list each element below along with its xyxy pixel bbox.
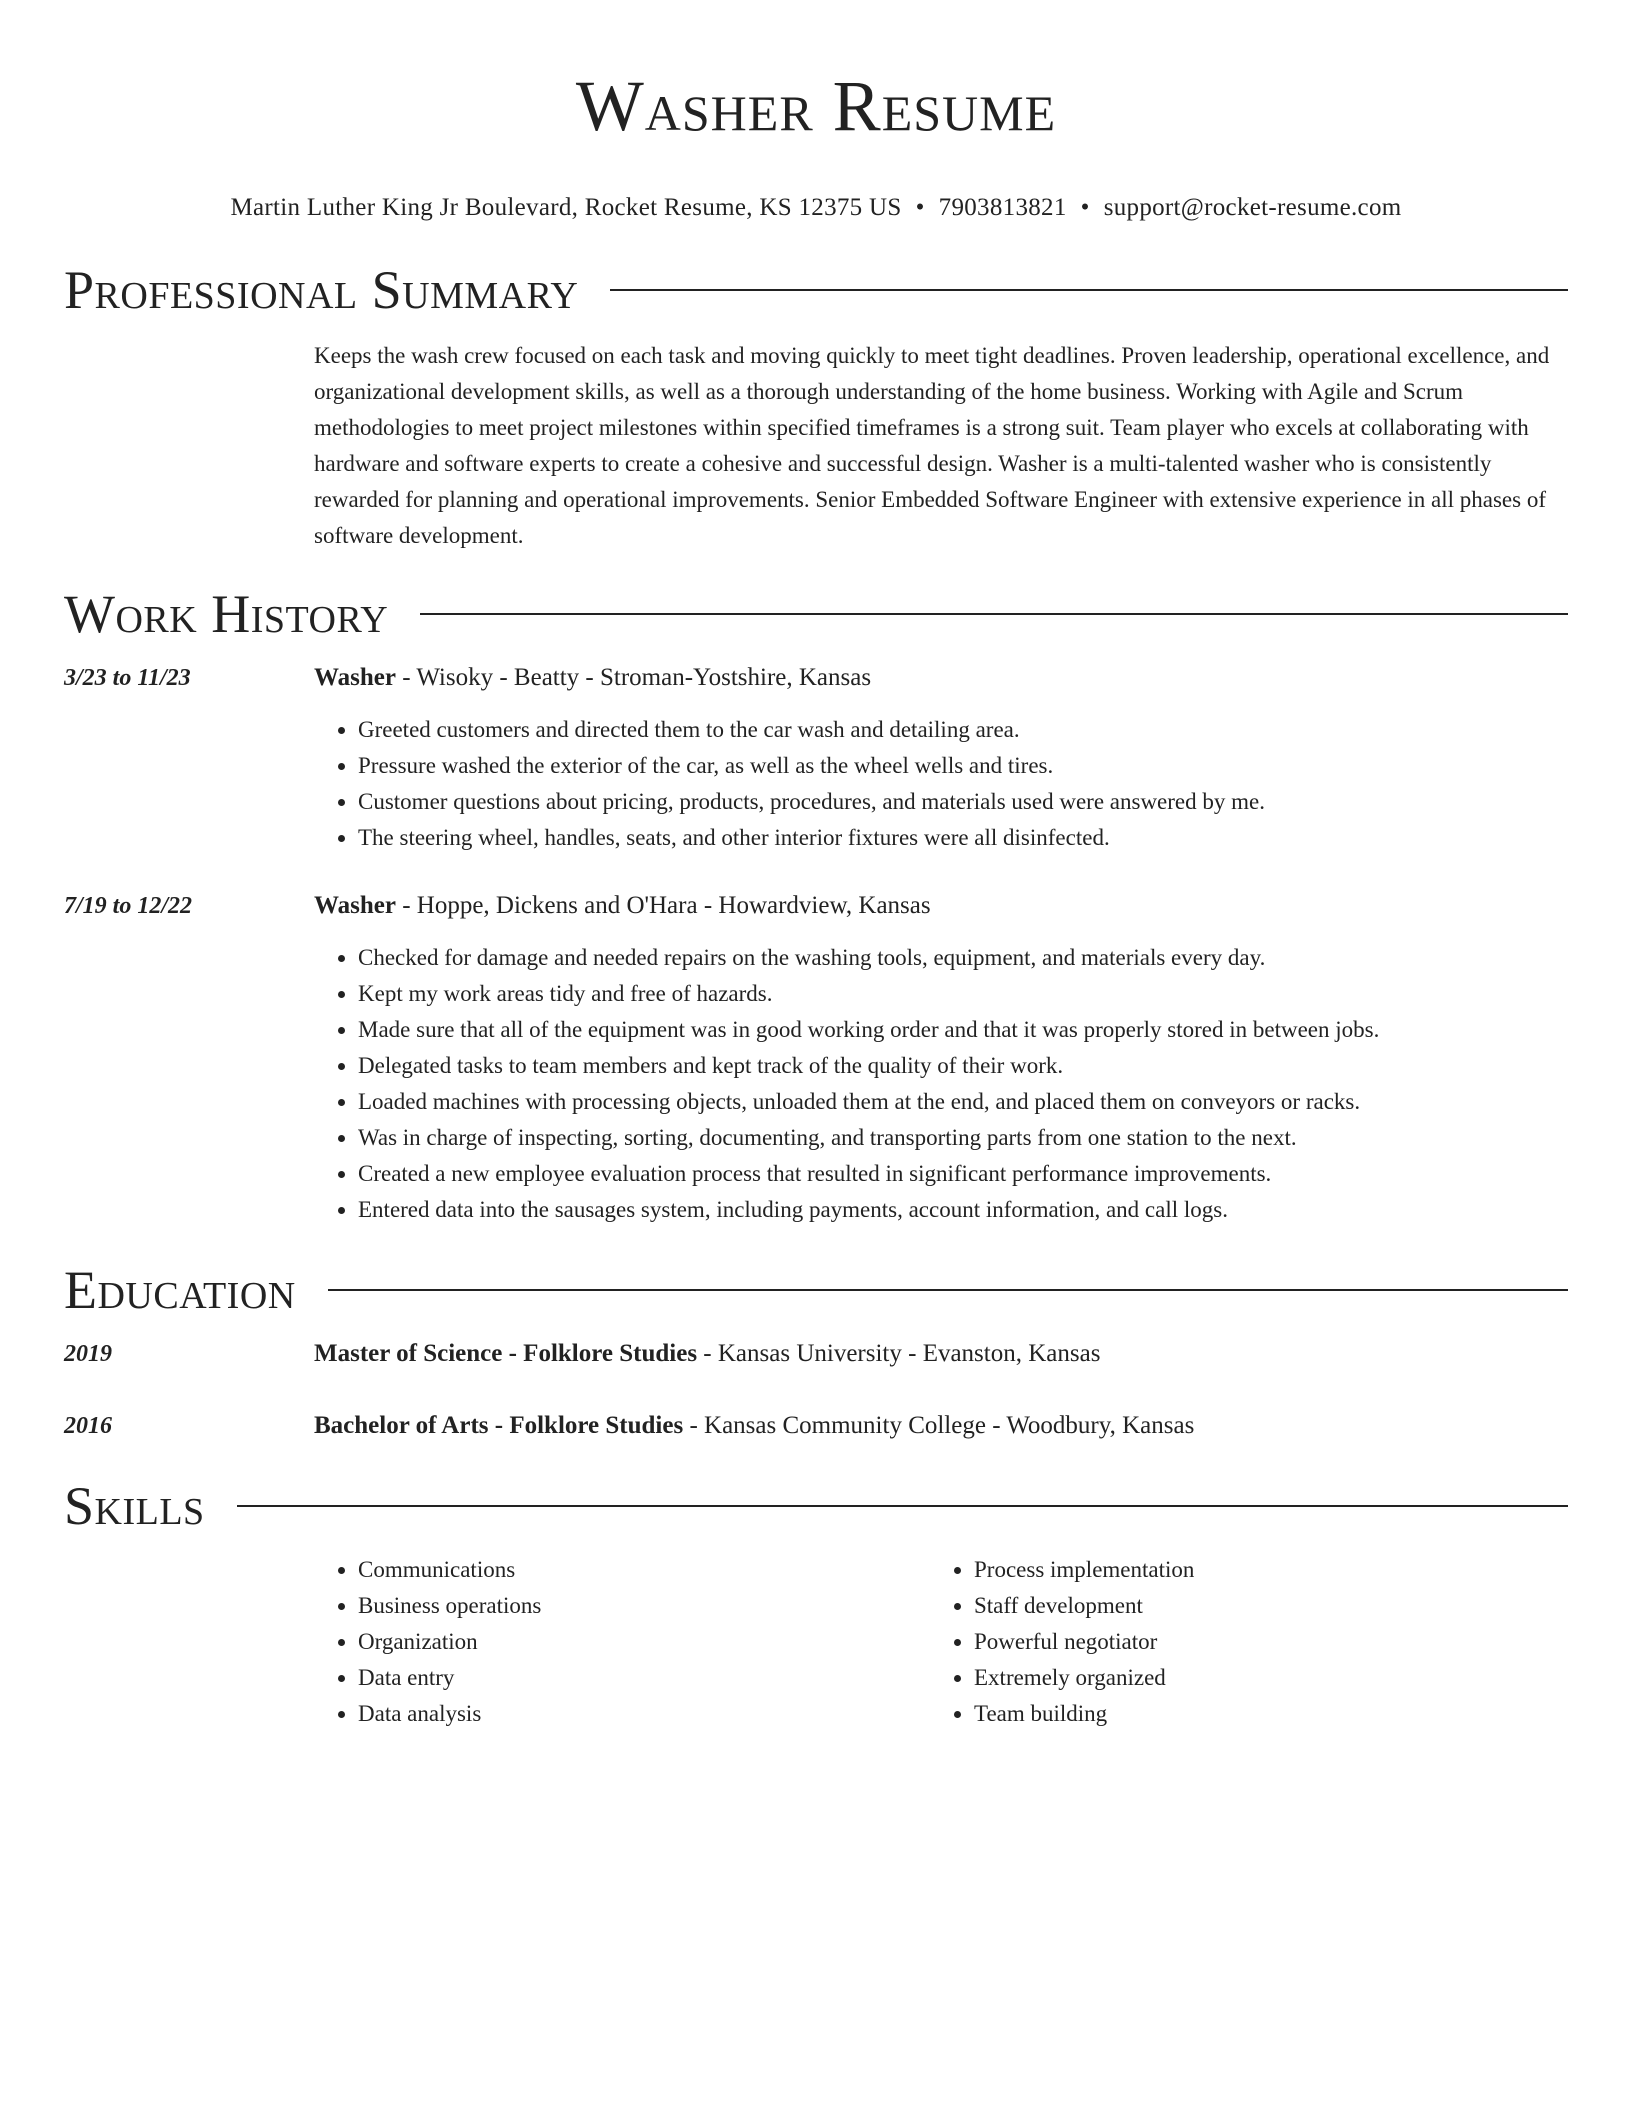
job-bullet: • Greeted customers and directed them to the car wash and detailing area.	[358, 712, 1568, 748]
job-bullet: • Checked for damage and needed repairs on the washing tools, equipment, and materials every day.	[358, 940, 1568, 976]
resume-title: Washer Resume	[575, 66, 1057, 146]
job-dates: 3/23 to 11/23	[64, 665, 191, 691]
job-body	[314, 660, 1568, 856]
job-entry	[64, 660, 1568, 856]
job-employer: - Wisoky - Beatty - Stroman-Yostshire, Kansas	[395, 664, 872, 691]
skill-item: • Extremely organized	[974, 1660, 1546, 1696]
education-heading: Education	[64, 1260, 296, 1320]
work-section-header	[64, 586, 1568, 642]
education-line	[314, 1408, 1568, 1444]
skill-item: • Data entry	[358, 1660, 930, 1696]
skill-item: • Process implementation	[974, 1552, 1546, 1588]
job-title-line	[314, 660, 1568, 696]
job-bullet: • Pressure washed the exterior of the car, as well as the wheel wells and tires.	[358, 748, 1568, 784]
job-bullet: • Entered data into the sausages system, including payments, account information, and call logs.	[358, 1192, 1568, 1228]
skill-item: • Organization	[358, 1624, 930, 1660]
education-degree: Bachelor of Arts - Folklore Studies	[314, 1412, 684, 1439]
education-entry	[64, 1408, 1568, 1444]
job-employer: - Hoppe, Dickens and O'Hara - Howardview, Kansas	[395, 892, 931, 919]
contact-email: support@rocket-resume.com	[1103, 194, 1402, 221]
job-dates: 7/19 to 12/22	[64, 893, 193, 919]
skill-item: • Communications	[358, 1552, 930, 1588]
skills-list-left	[314, 1552, 930, 1732]
education-year: 2016	[64, 1413, 112, 1439]
education-body	[314, 1408, 1568, 1444]
job-bullet: • Loaded machines with processing objects, unloaded them at the end, and placed them on conveyors or racks.	[358, 1084, 1568, 1120]
job-bullet: • Made sure that all of the equipment was in good working order and that it was properly stored in between jobs.	[358, 1012, 1568, 1048]
section-divider	[237, 1505, 1568, 1507]
summary-text: Keeps the wash crew focused on each task and moving quickly to meet tight deadlines. Proven leadership, operational excellence, and organizational development skills, as well as a thorough understanding of the home business. Working with Agile and Scrum methodologies to meet project milestones within specified timeframes is a strong suit. Team player who excels at collaborating with hardware and software experts to create a cohesive and successful design. Washer is a multi-talented washer who is consistently rewarded for planning and operational improvements. Senior Embedded Software Engineer with extensive experience in all phases of software development.	[314, 343, 1550, 548]
contact-phone: 7903813821	[938, 194, 1067, 221]
skills-list-right	[930, 1552, 1546, 1732]
summary-section-header	[64, 262, 1568, 318]
job-bullet: • Was in charge of inspecting, sorting, documenting, and transporting parts from one station to the next.	[358, 1120, 1568, 1156]
skill-item: • Team building	[974, 1696, 1546, 1732]
work-heading: Work History	[64, 584, 389, 644]
summary-heading: Professional Summary	[64, 260, 579, 320]
education-school: - Kansas University - Evanston, Kansas	[697, 1340, 1101, 1367]
job-title: Washer	[314, 664, 396, 691]
education-section-header	[64, 1262, 1568, 1318]
resume-page	[64, 0, 1568, 1732]
job-bullets	[314, 940, 1568, 1228]
skill-item: • Staff development	[974, 1588, 1546, 1624]
job-bullet: • Kept my work areas tidy and free of hazards.	[358, 976, 1568, 1012]
contact-separator: •	[915, 194, 925, 221]
job-body	[314, 888, 1568, 1228]
section-divider	[420, 613, 1568, 615]
skills-section-header	[64, 1478, 1568, 1534]
education-degree: Master of Science - Folklore Studies	[314, 1340, 698, 1367]
job-bullet: • Created a new employee evaluation process that resulted in significant performance improvements.	[358, 1156, 1568, 1192]
job-bullets	[314, 712, 1568, 856]
skills-columns	[314, 1552, 1568, 1732]
education-school: - Kansas Community College - Woodbury, Kansas	[683, 1412, 1195, 1439]
job-bullet: • Customer questions about pricing, products, procedures, and materials used were answered by me.	[358, 784, 1568, 820]
job-entry	[64, 888, 1568, 1228]
job-bullet: • The steering wheel, handles, seats, and other interior fixtures were all disinfected.	[358, 820, 1568, 856]
skills-heading: Skills	[64, 1476, 205, 1536]
contact-line	[64, 192, 1568, 224]
education-entry	[64, 1336, 1568, 1372]
skill-item: • Business operations	[358, 1588, 930, 1624]
job-bullet: • Delegated tasks to team members and kept track of the quality of their work.	[358, 1048, 1568, 1084]
education-body	[314, 1336, 1568, 1372]
education-year: 2019	[64, 1341, 112, 1367]
job-title: Washer	[314, 892, 396, 919]
skill-item: • Data analysis	[358, 1696, 930, 1732]
section-divider	[610, 289, 1568, 291]
skill-item: • Powerful negotiator	[974, 1624, 1546, 1660]
contact-separator: •	[1080, 194, 1090, 221]
section-divider	[328, 1289, 1568, 1291]
job-title-line	[314, 888, 1568, 924]
contact-address: Martin Luther King Jr Boulevard, Rocket Resume, KS 12375 US	[230, 194, 902, 221]
education-line	[314, 1336, 1568, 1372]
